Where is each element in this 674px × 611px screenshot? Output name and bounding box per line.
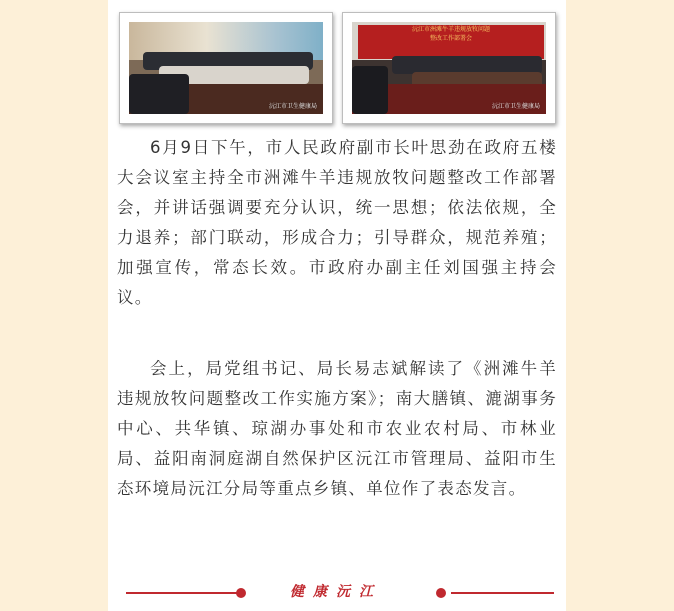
- article-paragraph-2: 会上，局党组书记、局长易志斌解读了《洲滩牛羊违规放牧问题整改工作实施方案》；南大膳镇、漉湖事务中心、共华镇、琼湖办事处和市农业农村局、市林业局、益阳南洞庭湖自然保护区沅江市管理局、益阳市生态环境局沅江分局等重点乡镇、单位作了表态发言。: [117, 359, 557, 498]
- meeting-photo-left-image: [129, 22, 323, 114]
- footer-dot-left: [236, 588, 246, 598]
- photo-watermark: 沅江市卫生健康局: [268, 103, 317, 110]
- photo-watermark: 沅江市卫生健康局: [491, 103, 540, 110]
- footer-divider-right: [451, 592, 554, 594]
- article-card: [108, 0, 566, 611]
- meeting-photo-right-image: [352, 22, 546, 114]
- footer-dot-right: [436, 588, 446, 598]
- photo-row: [119, 12, 555, 126]
- footer-brand-text: 健康沅江: [290, 584, 382, 600]
- footer-signature: [126, 582, 546, 602]
- article-paragraph-1: 6月9日下午，市人民政府副市长叶思劲在政府五楼大会议室主持全市洲滩牛羊违规放牧问题整改工作部署会，并讲话强调要充分认识，统一思想；依法依规，全力退养；部门联动，形成合力；引导群众，规范养殖；加强宣传，常态长效。市政府办副主任刘国强主持会议。: [117, 138, 557, 307]
- meeting-photo-right[interactable]: [342, 12, 556, 124]
- footer-divider-left: [126, 592, 239, 594]
- meeting-banner: 沅江市洲滩牛羊违规放牧问题 整改工作部署会: [358, 25, 544, 59]
- meeting-photo-left[interactable]: [119, 12, 333, 124]
